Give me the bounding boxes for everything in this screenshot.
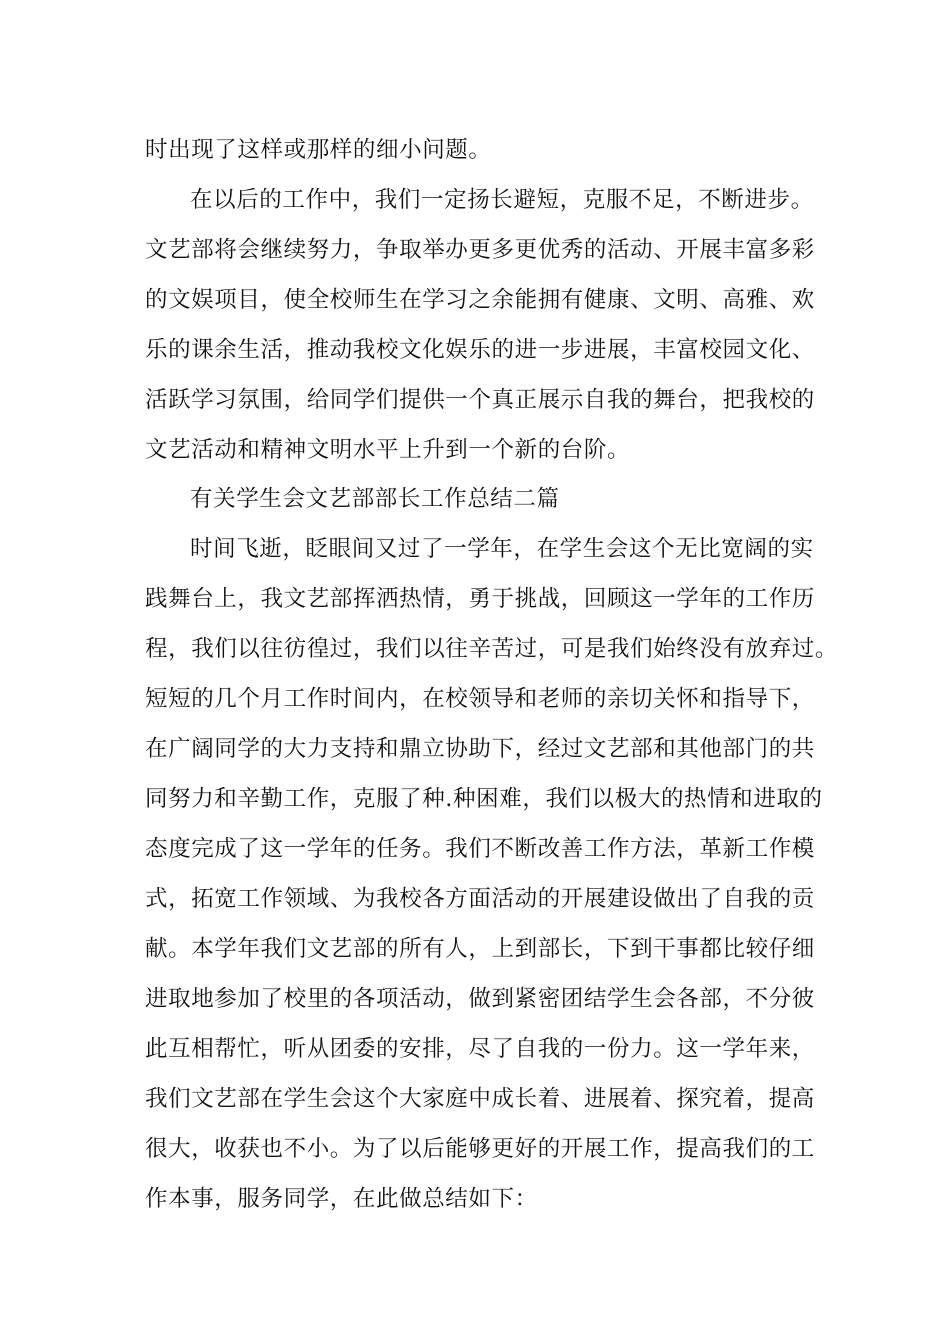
text-line: 同努力和辛勤工作，克服了种.种困难，我们以极大的热情和进取的	[145, 786, 823, 812]
text-line: 文艺部将会继续努力，争取举办更多更优秀的活动、开展丰富多彩	[145, 237, 815, 263]
text-line: 此互相帮忙，听从团委的安排，尽了自我的一份力。这一学年来，	[145, 1036, 815, 1062]
text-line: 作本事，服务同学，在此做总结如下：	[145, 1186, 538, 1212]
text-line: 活跃学习氛围，给同学们提供一个真正展示自我的舞台，把我校的	[145, 387, 815, 413]
text-line: 短短的几个月工作时间内，在校领导和老师的亲切关怀和指导下，	[145, 686, 815, 712]
text-line: 在广阔同学的大力支持和鼎立协助下，经过文艺部和其他部门的共	[145, 736, 815, 762]
text-line: 时出现了这样或那样的细小问题。	[145, 137, 492, 163]
text-line: 态度完成了这一学年的任务。我们不断改善工作方法，革新工作模	[145, 836, 815, 862]
text-line: 乐的课余生活，推动我校文化娱乐的进一步进展，丰富校园文化、	[145, 337, 815, 363]
text-line: 我们文艺部在学生会这个大家庭中成长着、进展着、探究着，提高	[145, 1086, 815, 1112]
paragraph-start-line: 在以后的工作中，我们一定扬长避短，克服不足，不断进步。	[190, 187, 814, 213]
section-heading: 有关学生会文艺部部长工作总结二篇	[190, 486, 560, 512]
text-line: 献。本学年我们文艺部的所有人，上到部长，下到干事都比较仔细	[145, 936, 815, 962]
text-line: 式，拓宽工作领域、为我校各方面活动的开展建设做出了自我的贡	[145, 886, 815, 912]
text-line: 的文娱项目，使全校师生在学习之余能拥有健康、文明、高雅、欢	[145, 287, 815, 313]
paragraph-start-line: 时间飞逝，眨眼间又过了一学年，在学生会这个无比宽阔的实	[190, 536, 814, 562]
text-line: 进取地参加了校里的各项活动，做到紧密团结学生会各部，不分彼	[145, 986, 815, 1012]
text-line: 文艺活动和精神文明水平上升到一个新的台阶。	[145, 437, 631, 463]
text-line: 很大，收获也不小。为了以后能够更好的开展工作，提高我们的工	[145, 1136, 815, 1162]
text-line: 践舞台上，我文艺部挥洒热情，勇于挑战，回顾这一学年的工作历	[145, 586, 815, 612]
text-line: 程，我们以往彷徨过，我们以往辛苦过，可是我们始终没有放弃过。	[145, 636, 839, 662]
